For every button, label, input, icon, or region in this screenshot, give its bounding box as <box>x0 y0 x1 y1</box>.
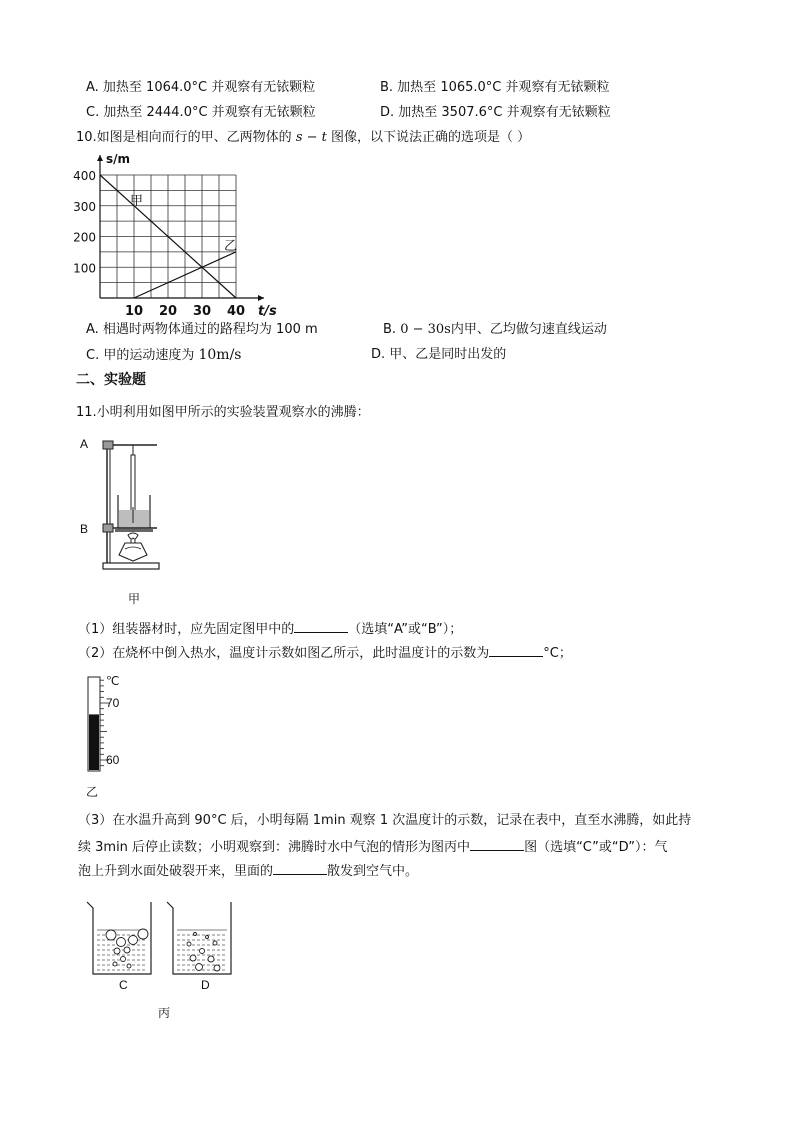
y-axis-label: s/m <box>106 152 131 166</box>
q11-part1-post: （选填“A”或“B”）； <box>348 622 463 637</box>
q10-option-b <box>383 322 607 338</box>
q10-stem <box>76 130 530 146</box>
q11-part3-line3 <box>78 862 418 880</box>
section-title: 二、实验题 <box>76 372 146 388</box>
fig-jia-label-b: B <box>80 522 89 536</box>
x-tick-label: 10 <box>124 304 144 319</box>
thermometer-tick-70: 70 <box>106 696 120 710</box>
q11-part1-pre: （1）组装器材时，应先固定图甲中的 <box>78 622 295 637</box>
answer-blank-3[interactable] <box>470 838 524 851</box>
beaker-c-label: C <box>119 978 128 992</box>
q10-option-c <box>86 347 241 364</box>
x-axis-label: t/s <box>258 304 277 319</box>
thermometer-tick-60: 60 <box>106 753 120 767</box>
q9-option-c: C. 加热至 2444.0°C 并观察有无铱颗粒 <box>86 105 316 120</box>
y-tick-label: 300 <box>73 199 96 214</box>
q10-option-d: D. 甲、乙是同时出发的 <box>371 347 507 362</box>
q11-stem: 11.小明利用如图甲所示的实验装置观察水的沸腾： <box>76 405 370 420</box>
beaker-d-label: D <box>201 978 210 992</box>
y-tick-label: 400 <box>73 169 96 183</box>
fig-yi-caption: 乙 <box>86 785 99 799</box>
q10-option-b-post: 内甲、乙均做匀速直线运动 <box>450 322 607 337</box>
fig-jia-caption: 甲 <box>128 592 141 606</box>
x-axis-arrow <box>258 295 264 301</box>
q10-option-b-math: 0 − 30s <box>400 322 451 337</box>
q11-part2-pre: （2）在烧杯中倒入热水，温度计示数如图乙所示，此时温度计的示数为 <box>78 646 490 661</box>
series-label-yi: 乙 <box>224 238 238 254</box>
x-tick-label: 30 <box>192 304 212 319</box>
y-tick-label: 200 <box>73 230 96 245</box>
q9-option-d: D. 加热至 3507.6°C 并观察有无铱颗粒 <box>380 105 611 120</box>
chart-labels <box>73 152 277 319</box>
q10-option-c-math: 10m/s <box>198 347 242 363</box>
q11-part3-line2-post: 图（选填“C”或“D”）：气 <box>524 840 668 855</box>
fig-jia-label-a: A <box>80 437 89 451</box>
fig-bing-caption: 丙 <box>158 1006 171 1020</box>
beaker-c <box>87 902 151 974</box>
q11-part3-line3-pre: 泡上升到水面处破裂开来，里面的 <box>78 864 274 879</box>
beaker-d <box>167 902 231 974</box>
y-axis-arrow <box>97 155 103 161</box>
st-chart <box>70 145 300 319</box>
apparatus-figure <box>95 435 175 575</box>
answer-blank-1[interactable] <box>294 620 348 633</box>
beakers-figure <box>85 898 255 978</box>
q11-part3-line2 <box>78 838 667 856</box>
q10-stem-post: 图像，以下说法正确的选项是（ ） <box>331 130 531 145</box>
x-tick-label: 40 <box>226 304 246 319</box>
q9-option-b: B. 加热至 1065.0°C 并观察有无铱颗粒 <box>380 80 610 95</box>
q11-part3-line1: （3）在水温升高到 90°C 后，小明每隔 1min 观察 1 次温度计的示数，记录在表中，直至水沸腾，如此持 <box>78 813 692 828</box>
q10-option-b-pre: B. <box>383 322 401 337</box>
chart-axes <box>97 155 264 301</box>
q11-part2-post: °C； <box>543 646 572 661</box>
q11-part1 <box>78 620 462 638</box>
q10-stem-pre: 10.如图是相向而行的甲、乙两物体的 <box>76 130 292 145</box>
x-tick-label: 20 <box>158 304 178 319</box>
answer-blank-4[interactable] <box>273 862 327 875</box>
thermometer-unit: ℃ <box>106 674 120 688</box>
series-label-jia: 甲 <box>130 194 144 209</box>
q9-option-a: A. 加热至 1064.0°C 并观察有无铱颗粒 <box>86 80 316 95</box>
q10-option-c-pre: C. 甲的运动速度为 <box>86 348 199 363</box>
q11-part3-line3-post: 散发到空气中。 <box>327 864 419 879</box>
q11-part2 <box>78 644 572 662</box>
y-tick-label: 100 <box>73 261 96 276</box>
q11-part3-line2-pre: 续 3min 后停止读数；小明观察到：沸腾时水中气泡的情形为图丙中 <box>78 840 471 855</box>
q10-option-a: A. 相遇时两物体通过的路程均为 100 m <box>86 322 318 337</box>
q10-stem-math: s − t <box>295 130 327 145</box>
answer-blank-2[interactable] <box>489 644 543 657</box>
